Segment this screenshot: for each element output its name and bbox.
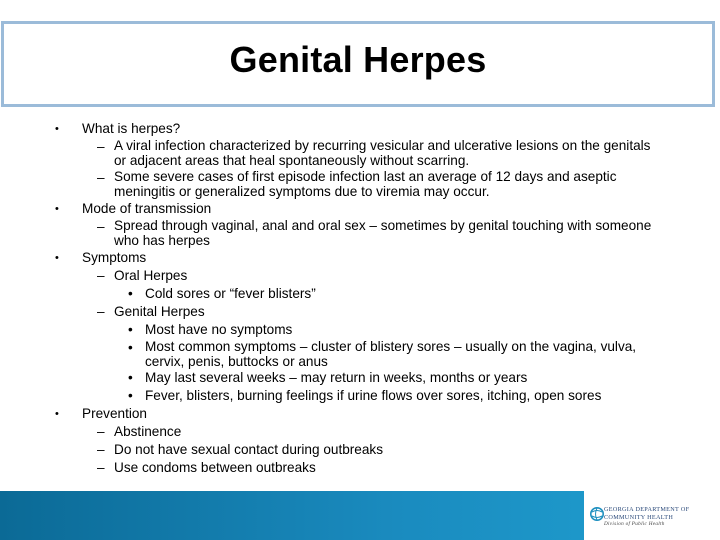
bullet-text: Mode of transmission (82, 201, 212, 216)
dash-marker: – (97, 170, 105, 185)
globe-swirl-icon (590, 499, 604, 529)
logo-line-1: GEORGIA DEPARTMENT OF (604, 506, 690, 513)
bullet-marker: • (55, 123, 59, 135)
sub-sub-bullet-text: Most have no symptoms (145, 322, 293, 337)
bullet-prevention (0, 405, 720, 423)
slide-title: Genital Herpes (229, 39, 487, 80)
sub-sub-bullet-common-symptoms (0, 339, 720, 369)
sub-bullet-text: Oral Herpes (114, 268, 188, 283)
bullet-symptoms (0, 249, 720, 267)
logo-text (604, 506, 689, 529)
bullet-marker: • (55, 252, 59, 264)
dash-marker: – (97, 424, 105, 439)
bullet-marker: • (128, 340, 133, 355)
bullet-marker: • (128, 322, 133, 337)
title-box (1, 21, 715, 107)
dash-marker: – (97, 268, 105, 283)
bullet-text: What is herpes? (82, 121, 181, 136)
dash-marker: – (97, 304, 105, 319)
sub-bullet-genital-herpes (0, 303, 720, 321)
dash-marker: – (97, 442, 105, 457)
bullet-text: Symptoms (82, 250, 147, 265)
sub-sub-bullet-text: May last several weeks – may return in weeks, months or years (145, 370, 528, 385)
dash-marker: – (97, 219, 105, 234)
logo-panel (584, 491, 720, 540)
sub-bullet-text: Abstinence (114, 424, 182, 439)
bullet-what-is-herpes (0, 120, 720, 138)
bullet-marker: • (55, 203, 59, 215)
sub-bullet-oral-herpes (0, 267, 720, 285)
dash-marker: – (97, 460, 105, 475)
bullet-marker: • (128, 370, 133, 385)
sub-sub-bullet-text: Fever, blisters, burning feelings if urine flows over sores, itching, open sores (145, 388, 602, 403)
sub-bullet-definition (0, 138, 720, 169)
sub-sub-bullet-text: Cold sores or “fever blisters” (145, 286, 316, 301)
logo-line-2: COMMUNITY HEALTH (604, 513, 674, 521)
sub-sub-bullet-duration (0, 369, 720, 387)
sub-sub-bullet-fever (0, 387, 720, 405)
sub-sub-bullet-cold-sores (0, 285, 720, 303)
bullet-marker: • (128, 388, 133, 403)
sub-bullet-spread (0, 218, 720, 249)
sub-bullet-severe-cases (0, 169, 720, 200)
dash-marker: – (97, 139, 105, 154)
logo-line-3: Division of Public Health (604, 521, 665, 527)
sub-bullet-condoms (0, 459, 720, 477)
sub-bullet-text: Do not have sexual contact during outbreaks (114, 442, 384, 457)
bullet-mode-of-transmission (0, 200, 720, 218)
sub-sub-bullet-no-symptoms (0, 321, 720, 339)
bullet-marker: • (55, 408, 59, 420)
sub-bullet-abstinence (0, 423, 720, 441)
sub-bullet-no-contact (0, 441, 720, 459)
bullet-text: Prevention (82, 406, 147, 421)
sub-bullet-text: A viral infection characterized by recurring vesicular and ulcerative lesions on the genitals or adjacent areas that heal spontaneously without scarring. (114, 138, 651, 168)
slide-content (0, 120, 720, 477)
sub-bullet-text: Spread through vaginal, anal and oral sex – sometimes by genital touching with someone who has herpes (114, 218, 652, 248)
bullet-marker: • (128, 286, 133, 301)
sub-bullet-text: Genital Herpes (114, 304, 205, 319)
sub-sub-bullet-text: Most common symptoms – cluster of blistery sores – usually on the vagina, vulva, cervix, penis, buttocks or anus (145, 339, 637, 369)
sub-bullet-text: Use condoms between outbreaks (114, 460, 316, 475)
sub-bullet-text: Some severe cases of first episode infection last an average of 12 days and aseptic meningitis or generalized symptoms due to viremia may occur. (114, 169, 617, 199)
